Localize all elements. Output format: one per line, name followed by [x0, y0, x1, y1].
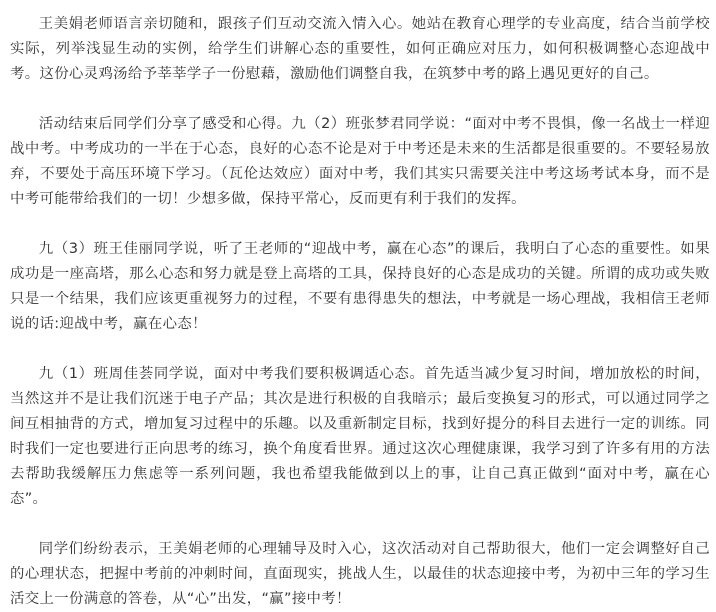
paragraph-student-zhou: 九（1）班周佳荟同学说，面对中考我们要积极调适心态。首先适当减少复习时间，增加放松的时间，当然这并不是让我们沉迷于电子产品；其次是进行积极的自我暗示；最后变换复习的形式，可以通过同学之间互相抽背的方式，增加复习过程中的乐趣。以及重新制定目标，找到好提分的科目去进行一定的训练。同时我们一定也要进行正向思考的练习，换个角度看世界。通过这次心理健康课，我学习到了许多有用的方法去帮助我缓解压力焦虑等一系列问题，我也希望我能做到以上的事，让自己真正做到“面对中考，赢在心态”。: [10, 366, 710, 507]
paragraph-summary: 同学们纷纷表示，王美娟老师的心理辅导及时入心，这次活动对自己帮助很大，他们一定会调整好自己的心理状态，把握中考前的冲刺时间，直面现实，挑战人生，以最佳的状态迎接中考，为初中三年的学习生活交上一份满意的答卷，从“心”出发，“赢”接中考！: [10, 541, 710, 607]
article-body: [10, 12, 710, 612]
paragraph-teacher-intro: 王美娟老师语言亲切随和，跟孩子们互动交流入情入心。她站在教育心理学的专业高度，结合当前学校实际，列举浅显生动的实例，给学生们讲解心态的重要性，如何正确应对压力，如何积极调整心态迎战中考。这份心灵鸡汤给予莘莘学子一份慰藉，激励他们调整自我，在筑梦中考的路上遇见更好的自己。: [10, 16, 710, 82]
paragraph-student-zhang: 活动结束后同学们分享了感受和心得。九（2）班张梦君同学说：“面对中考不畏惧，像一名战士一样迎战中考。中考成功的一半在于心态，良好的心态不论是对于中考还是未来的生活都是很重要的。不要轻易放弃，不要处于高压环境下学习。（瓦伦达效应）面对中考，我们其实只需要关注中考这场考试本身，而不是中考可能带给我们的一切！少想多做，保持平常心，反而更有利于我们的发挥。: [10, 116, 710, 207]
paragraph-student-wang: 九（3）班王佳丽同学说，听了王老师的“迎战中考，赢在心态”的课后，我明白了心态的重要性。如果成功是一座高塔，那么心态和努力就是登上高塔的工具，保持良好的心态是成功的关键。所谓的成功或失败只是一个结果，我们应该更重视努力的过程，不要有患得患失的想法，中考就是一场心理战，我相信王老师说的话:迎战中考，赢在心态！: [10, 241, 710, 332]
